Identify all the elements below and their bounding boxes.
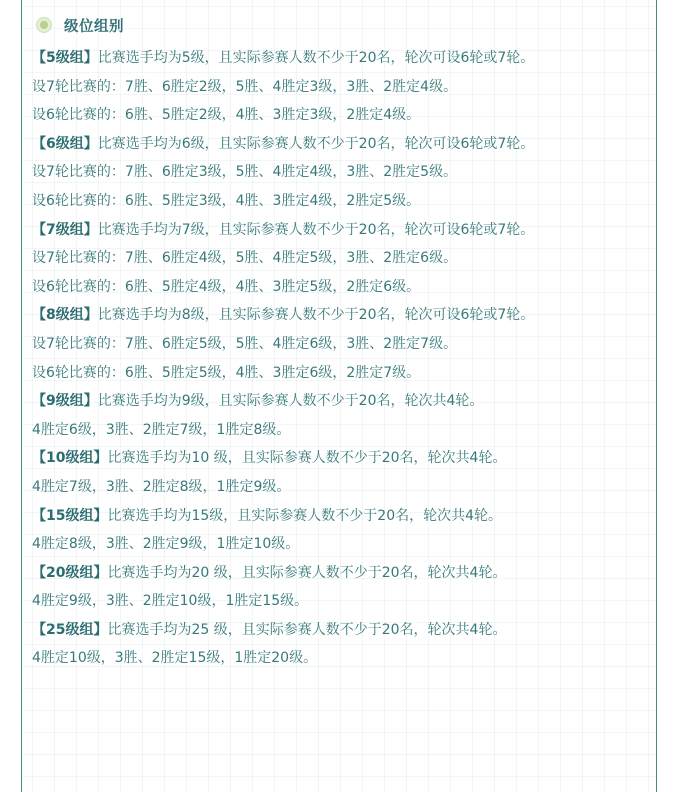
group-tag: 【25级组】 <box>32 621 108 638</box>
group-description <box>32 301 632 330</box>
group-rule: 设6轮比赛的：6胜、5胜定3级，4胜、3胜定4级，2胜定5级。 <box>32 192 421 209</box>
circle-bullet-icon <box>36 17 52 33</box>
group-description <box>32 444 632 473</box>
group-tag: 【15级组】 <box>32 507 108 524</box>
group-rule: 设6轮比赛的：6胜、5胜定4级，4胜、3胜定5级，2胜定6级。 <box>32 278 421 295</box>
group-tag: 【20级组】 <box>32 564 108 581</box>
group-desc-text: 比赛选手均为10 级，且实际参赛人数不少于20名，轮次共4轮。 <box>107 450 507 467</box>
group-rule: 设7轮比赛的：7胜、6胜定4级，5胜、4胜定5级，3胜、2胜定6级。 <box>32 250 458 267</box>
group-rule: 4胜定6级，3胜、2胜定7级，1胜定8级。 <box>32 421 291 438</box>
group-description <box>32 44 632 73</box>
group-tag: 【8级组】 <box>32 307 98 324</box>
group-rule: 设6轮比赛的：6胜、5胜定5级，4胜、3胜定6级，2胜定7级。 <box>32 364 421 381</box>
group-description <box>32 559 632 588</box>
group-description <box>32 216 632 245</box>
group-description <box>32 130 632 159</box>
group-rule: 设7轮比赛的：7胜、6胜定2级，5胜、4胜定3级，3胜、2胜定4级。 <box>32 78 458 95</box>
group-description <box>32 616 632 645</box>
group-desc-text: 比赛选手均为8级，且实际参赛人数不少于20名，轮次可设6轮或7轮。 <box>97 307 535 324</box>
level-groups <box>32 44 632 673</box>
group-tag: 【10级组】 <box>32 450 108 467</box>
group-tag: 【7级组】 <box>32 221 98 238</box>
section-title: 级位组别 <box>64 18 124 35</box>
group-tag: 【6级组】 <box>32 135 98 152</box>
group-desc-text: 比赛选手均为7级，且实际参赛人数不少于20名，轮次可设6轮或7轮。 <box>97 221 535 238</box>
group-rule: 设7轮比赛的：7胜、6胜定5级，5胜、4胜定6级，3胜、2胜定7级。 <box>32 335 458 352</box>
group-description <box>32 387 632 416</box>
group-desc-text: 比赛选手均为6级，且实际参赛人数不少于20名，轮次可设6轮或7轮。 <box>97 135 535 152</box>
group-desc-text: 比赛选手均为20 级，且实际参赛人数不少于20名，轮次共4轮。 <box>107 564 507 581</box>
group-desc-text: 比赛选手均为25 级，且实际参赛人数不少于20名，轮次共4轮。 <box>107 621 507 638</box>
group-description <box>32 502 632 531</box>
group-rule: 设7轮比赛的：7胜、6胜定3级，5胜、4胜定4级，3胜、2胜定5级。 <box>32 164 458 181</box>
group-desc-text: 比赛选手均为15级，且实际参赛人数不少于20名，轮次共4轮。 <box>107 507 503 524</box>
group-tag: 【5级组】 <box>32 50 98 66</box>
group-rule: 4胜定8级，3胜、2胜定9级，1胜定10级。 <box>32 536 300 553</box>
group-desc-text: 比赛选手均为9级，且实际参赛人数不少于20名，轮次共4轮。 <box>97 393 484 410</box>
group-desc-text: 比赛选手均为5级，且实际参赛人数不少于20名，轮次可设6轮或7轮。 <box>97 50 535 66</box>
group-rule: 4胜定9级，3胜、2胜定10级，1胜定15级。 <box>32 593 309 610</box>
circle-bullet-dot <box>40 21 48 29</box>
group-rule: 设6轮比赛的：6胜、5胜定2级，4胜、3胜定3级，2胜定4级。 <box>32 107 421 124</box>
group-tag: 【9级组】 <box>32 393 98 410</box>
group-rule: 4胜定10级，3胜、2胜定15级，1胜定20级。 <box>32 650 318 667</box>
group-rule: 4胜定7级，3胜、2胜定8级，1胜定9级。 <box>32 478 291 495</box>
section-heading <box>36 12 124 38</box>
